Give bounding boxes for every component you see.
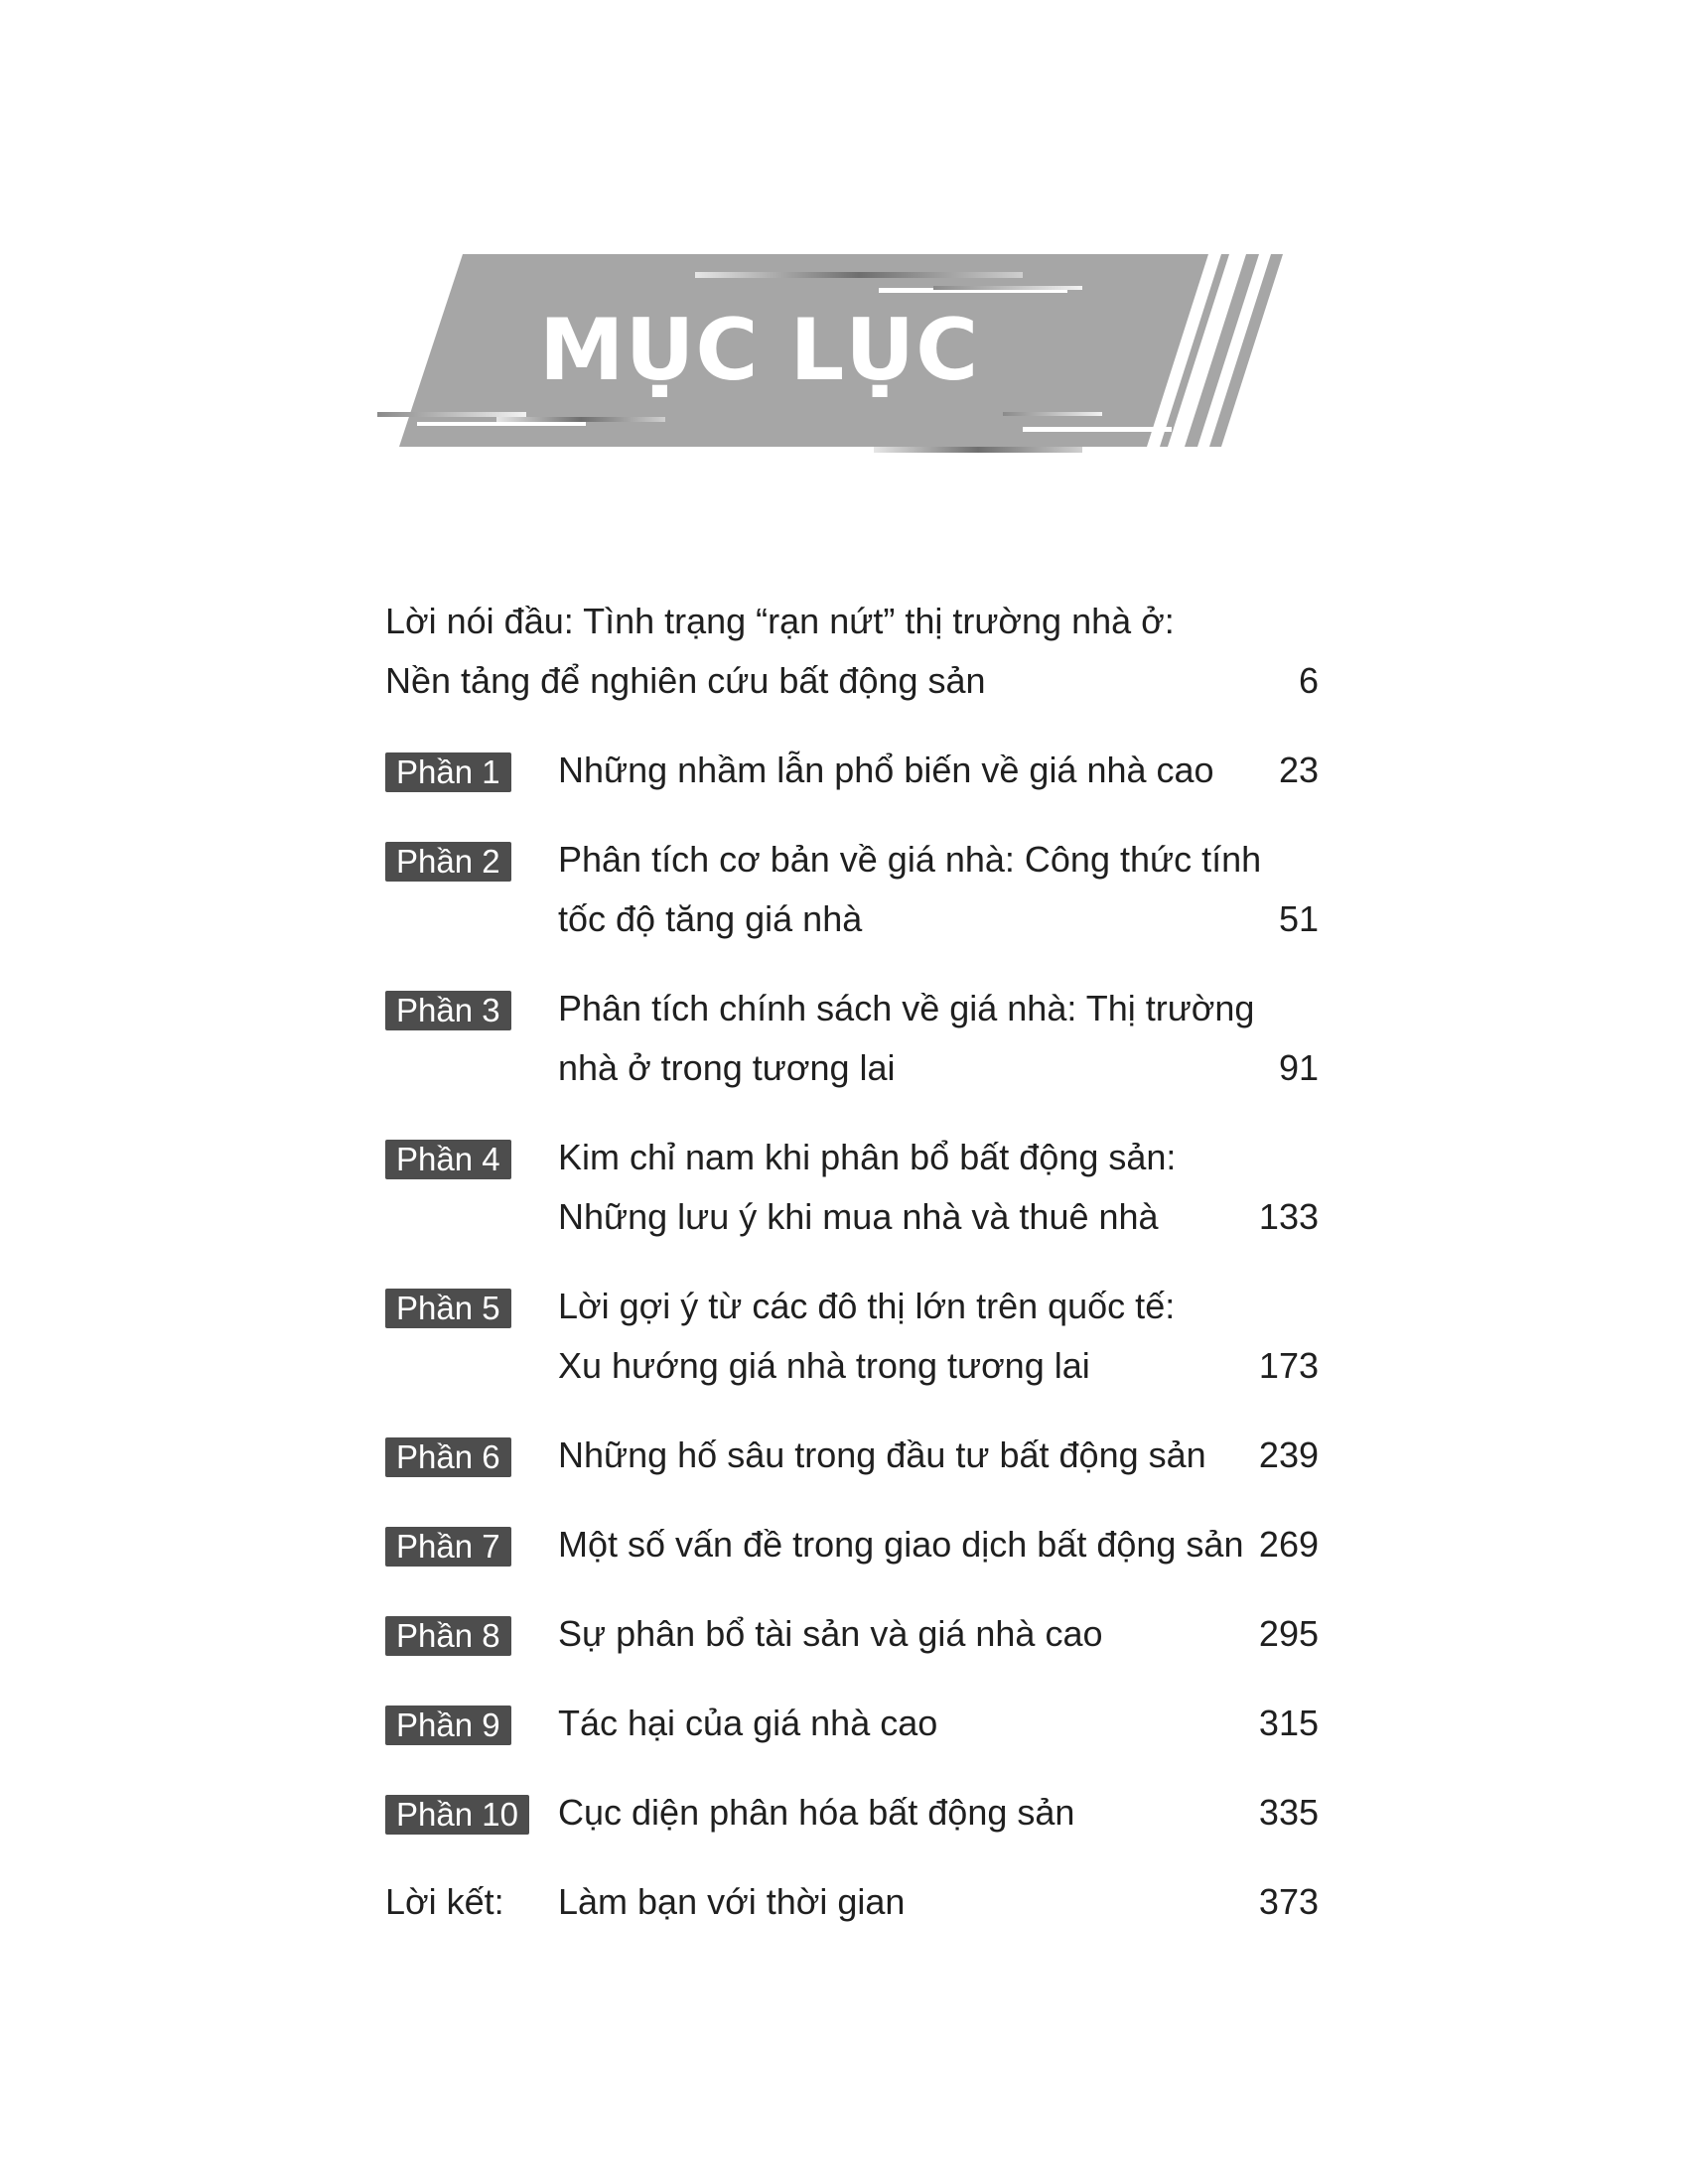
chapter-title-line: Xu hướng giá nhà trong tương lai: [558, 1345, 1090, 1386]
part-label: Phần 5: [385, 1289, 511, 1328]
part-label: Phần 9: [385, 1706, 511, 1745]
chapter-title-line: Những lưu ý khi mua nhà và thuê nhà: [558, 1196, 1159, 1237]
chapter-page-number: 51: [1278, 898, 1319, 939]
chapter-title-line: Tác hại của giá nhà cao: [558, 1703, 938, 1743]
table-of-contents: [385, 592, 1319, 1932]
toc-entry-part-7[interactable]: [385, 1515, 1319, 1574]
chapter-page-number: 295: [1258, 1613, 1319, 1654]
title-banner: [377, 248, 1321, 457]
toc-entry-part-6[interactable]: [385, 1426, 1319, 1485]
chapter-title-line: Những hố sâu trong đầu tư bất động sản: [558, 1434, 1206, 1475]
chapter-page-number: 23: [1278, 750, 1319, 790]
preface-page-number: 6: [1298, 660, 1319, 701]
part-label: Phần 8: [385, 1616, 511, 1656]
part-label: Phần 7: [385, 1527, 511, 1567]
chapter-page-number: 335: [1258, 1792, 1319, 1833]
chapter-title-line: nhà ở trong tương lai: [558, 1047, 896, 1088]
chapter-page-number: 173: [1258, 1345, 1319, 1386]
part-label: Phần 3: [385, 991, 511, 1030]
part-label: Phần 10: [385, 1795, 529, 1835]
chapter-title-line: Sự phân bổ tài sản và giá nhà cao: [558, 1613, 1103, 1654]
chapter-page-number: 133: [1258, 1196, 1319, 1237]
chapter-page-number: 91: [1278, 1047, 1319, 1088]
chapter-page-number: 315: [1258, 1703, 1319, 1743]
toc-entry-part-9[interactable]: [385, 1694, 1319, 1753]
epilogue-label: Lời kết:: [385, 1881, 504, 1922]
chapter-title-line: Những nhầm lẫn phổ biến về giá nhà cao: [558, 750, 1214, 790]
chapter-title-line: tốc độ tăng giá nhà: [558, 898, 863, 939]
toc-entry-part-2[interactable]: [385, 830, 1319, 949]
toc-entry-part-3[interactable]: [385, 979, 1319, 1098]
toc-entry-preface[interactable]: [385, 592, 1319, 711]
toc-entry-part-8[interactable]: [385, 1604, 1319, 1664]
preface-title-line-1: Lời nói đầu: Tình trạng “rạn nứt” thị trường nhà ở:: [385, 601, 1175, 641]
chapter-page-number: 239: [1258, 1434, 1319, 1475]
epilogue-title-line: Làm bạn với thời gian: [558, 1881, 906, 1922]
chapter-title-line: Cục diện phân hóa bất động sản: [558, 1792, 1075, 1833]
toc-entry-part-5[interactable]: [385, 1277, 1319, 1396]
preface-title-line-2: Nền tảng để nghiên cứu bất động sản: [385, 660, 986, 701]
chapter-page-number: 269: [1258, 1524, 1319, 1565]
part-label: Phần 2: [385, 842, 511, 882]
epilogue-page-number: 373: [1258, 1881, 1319, 1922]
part-label: Phần 6: [385, 1437, 511, 1477]
toc-entry-part-4[interactable]: [385, 1128, 1319, 1247]
toc-entry-epilogue[interactable]: [385, 1872, 1319, 1932]
chapter-title-line: Lời gợi ý từ các đô thị lớn trên quốc tế:: [558, 1286, 1176, 1326]
part-label: Phần 1: [385, 752, 511, 792]
chapter-title-line: Một số vấn đề trong giao dịch bất động sản: [558, 1524, 1244, 1565]
chapter-title-line: Kim chỉ nam khi phân bổ bất động sản:: [558, 1137, 1177, 1177]
toc-entry-part-10[interactable]: [385, 1783, 1319, 1843]
page-title: MỤC LỤC: [539, 301, 980, 400]
chapter-title-line: Phân tích cơ bản về giá nhà: Công thức tính: [558, 839, 1262, 880]
chapter-title-line: Phân tích chính sách về giá nhà: Thị trường: [558, 988, 1255, 1028]
toc-entry-part-1[interactable]: [385, 741, 1319, 800]
part-label: Phần 4: [385, 1140, 511, 1179]
